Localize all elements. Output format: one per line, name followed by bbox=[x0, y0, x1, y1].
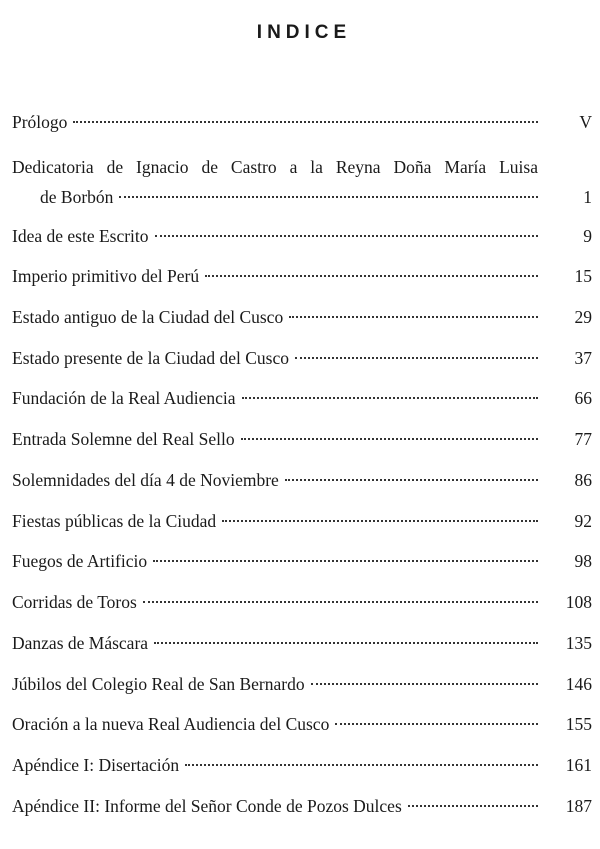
toc-page-number: 135 bbox=[565, 633, 592, 653]
toc-row bbox=[12, 386, 592, 410]
dot-leader bbox=[119, 196, 538, 198]
toc-entry-title: Apéndice I: Disertación bbox=[12, 755, 180, 775]
toc-page-number: 66 bbox=[574, 388, 592, 408]
dot-leader bbox=[153, 560, 538, 562]
toc-row bbox=[12, 185, 592, 209]
toc-page-number: 9 bbox=[583, 226, 592, 246]
toc-page-number: 92 bbox=[574, 511, 592, 531]
toc-entry bbox=[12, 110, 592, 134]
toc-entry bbox=[12, 386, 592, 410]
toc-entry-title: Corridas de Toros bbox=[12, 592, 137, 612]
toc-entry-title: Júbilos del Colegio Real de San Bernardo bbox=[12, 674, 305, 694]
toc-entry-title: Fundación de la Real Audiencia bbox=[12, 388, 236, 408]
dot-leader bbox=[242, 397, 538, 399]
toc-entry bbox=[12, 590, 592, 614]
toc-row bbox=[12, 631, 592, 655]
toc-page-number: 86 bbox=[574, 470, 592, 490]
toc-entry-title: Apéndice II: Informe del Señor Conde de Pozos Dulces bbox=[12, 796, 402, 816]
toc-page-number: 98 bbox=[574, 551, 592, 571]
toc-row bbox=[12, 794, 592, 818]
toc-entry-title: Fiestas públicas de la Ciudad bbox=[12, 511, 217, 531]
dot-leader bbox=[73, 121, 538, 123]
toc-row bbox=[12, 549, 592, 573]
toc-entry-title: Oración a la nueva Real Audiencia del Cusco bbox=[12, 714, 330, 734]
toc-entry-title: Entrada Solemne del Real Sello bbox=[12, 429, 235, 449]
toc-row bbox=[12, 155, 592, 179]
toc-page-number: 77 bbox=[574, 429, 592, 449]
toc-row bbox=[12, 264, 592, 288]
toc-entry-title: Estado antiguo de la Ciudad del Cusco bbox=[12, 307, 284, 327]
dot-leader bbox=[408, 805, 538, 807]
toc-entry bbox=[12, 509, 592, 533]
toc-entry-title: Solemnidades del día 4 de Noviembre bbox=[12, 470, 279, 490]
dot-leader bbox=[185, 764, 538, 766]
toc-page-number: 1 bbox=[583, 187, 592, 207]
toc-entry bbox=[12, 631, 592, 655]
toc-entry bbox=[12, 468, 592, 492]
toc-entry bbox=[12, 549, 592, 573]
toc-entry bbox=[12, 427, 592, 451]
toc-row bbox=[12, 753, 592, 777]
toc-row bbox=[12, 590, 592, 614]
dot-leader bbox=[335, 723, 538, 725]
toc-entry-title-continued: de Borbón bbox=[40, 187, 114, 207]
toc-entry bbox=[12, 346, 592, 370]
toc-row bbox=[12, 110, 592, 134]
dot-leader bbox=[289, 316, 538, 318]
dot-leader bbox=[241, 438, 538, 440]
toc-entry bbox=[12, 794, 592, 818]
toc-page-number: 108 bbox=[565, 592, 592, 612]
toc-entry-title: Idea de este Escrito bbox=[12, 226, 149, 246]
toc-page-number: 187 bbox=[565, 796, 592, 816]
toc-entry-title: Estado presente de la Ciudad del Cusco bbox=[12, 348, 290, 368]
toc-row bbox=[12, 672, 592, 696]
toc-row bbox=[12, 224, 592, 248]
dot-leader bbox=[285, 479, 538, 481]
dot-leader bbox=[311, 683, 538, 685]
toc-row bbox=[12, 346, 592, 370]
toc-entry bbox=[12, 155, 592, 209]
toc-page-number: 146 bbox=[565, 674, 592, 694]
toc-entry bbox=[12, 224, 592, 248]
page-title: INDICE bbox=[256, 22, 352, 43]
toc-entry bbox=[12, 753, 592, 777]
toc-entry-title: Prólogo bbox=[12, 112, 68, 132]
toc-row bbox=[12, 712, 592, 736]
toc-page-number: 37 bbox=[574, 348, 592, 368]
toc-page-number: 15 bbox=[574, 266, 592, 286]
toc-entry-title: Imperio primitivo del Perú bbox=[12, 266, 200, 286]
toc-row bbox=[12, 427, 592, 451]
toc-entry bbox=[12, 712, 592, 736]
toc-page-number: V bbox=[579, 112, 592, 132]
toc-page-number: 161 bbox=[565, 755, 592, 775]
dot-leader bbox=[143, 601, 538, 603]
dot-leader bbox=[155, 235, 538, 237]
dot-leader bbox=[222, 520, 538, 522]
toc-entry bbox=[12, 305, 592, 329]
toc-page-number: 29 bbox=[574, 307, 592, 327]
toc-row bbox=[12, 468, 592, 492]
dot-leader bbox=[295, 357, 538, 359]
toc-entry-title: Dedicatoria de Ignacio de Castro a la Reyna Doña María Luisa bbox=[12, 157, 538, 177]
toc-row bbox=[12, 305, 592, 329]
toc-entry-title: Danzas de Máscara bbox=[12, 633, 149, 653]
toc-page-number: 155 bbox=[565, 714, 592, 734]
toc-entry bbox=[12, 672, 592, 696]
toc-entry-title: Fuegos de Artificio bbox=[12, 551, 148, 571]
toc-row bbox=[12, 509, 592, 533]
dot-leader bbox=[205, 275, 538, 277]
dot-leader bbox=[154, 642, 538, 644]
toc-entry bbox=[12, 264, 592, 288]
